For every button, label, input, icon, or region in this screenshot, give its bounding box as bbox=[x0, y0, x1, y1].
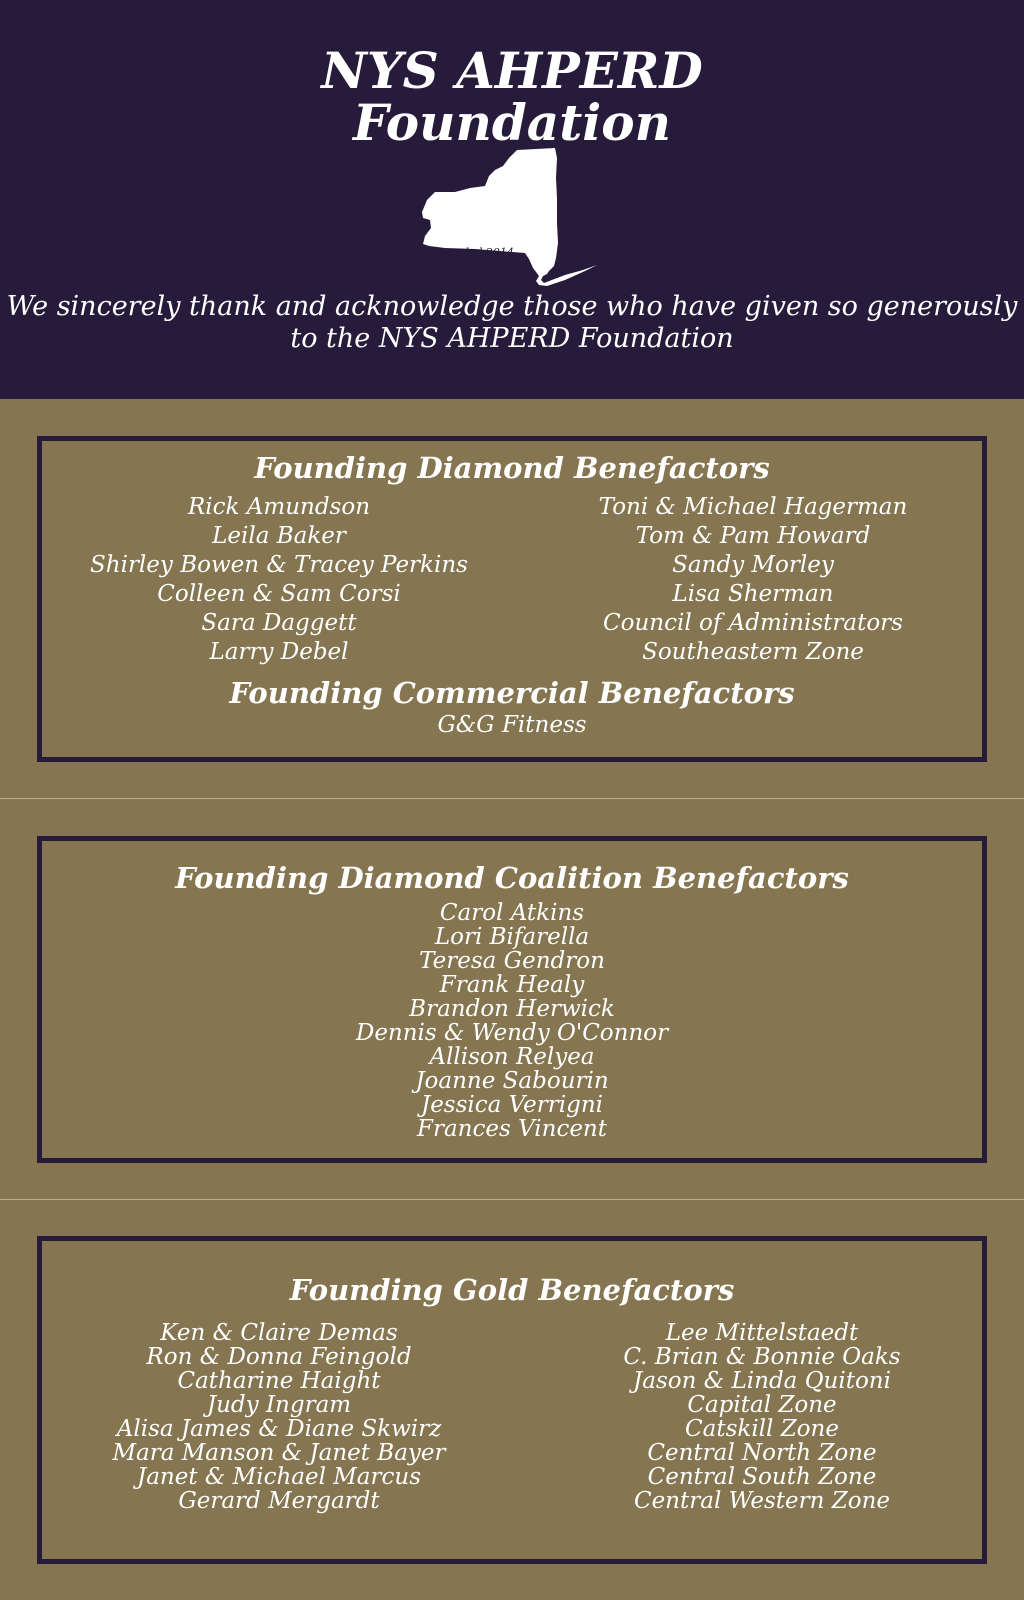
list-item: Frank Healy bbox=[439, 972, 585, 998]
coalition-list bbox=[42, 901, 982, 1141]
list-item: Ron & Donna Feingold bbox=[146, 1344, 412, 1370]
commercial-name: G&G Fitness bbox=[437, 712, 587, 738]
list-item: Joanne Sabourin bbox=[415, 1068, 609, 1094]
diamond-right-list bbox=[516, 493, 990, 667]
list-item: Brandon Herwick bbox=[409, 996, 615, 1022]
list-item: Larry Debel bbox=[209, 639, 349, 665]
list-item: Mara Manson & Janet Bayer bbox=[112, 1440, 446, 1466]
list-item: Jason & Linda Quitoni bbox=[633, 1368, 891, 1394]
list-item: Teresa Gendron bbox=[419, 948, 605, 974]
list-item: Shirley Bowen & Tracey Perkins bbox=[90, 552, 468, 578]
list-item: Central North Zone bbox=[647, 1440, 877, 1466]
commercial-heading: Founding Commercial Benefactors bbox=[229, 676, 795, 710]
list-item: Gerard Mergardt bbox=[178, 1488, 380, 1514]
gold-benefactors-panel bbox=[37, 1236, 987, 1564]
new-york-state-map-icon bbox=[415, 148, 610, 288]
list-item: Rick Amundson bbox=[187, 494, 371, 520]
diamond-benefactors-panel bbox=[37, 436, 987, 762]
list-item: Lee Mittelstaedt bbox=[665, 1320, 859, 1346]
list-item: Frances Vincent bbox=[416, 1116, 607, 1142]
list-item: Ken & Claire Demas bbox=[160, 1320, 398, 1346]
list-item: Leila Baker bbox=[212, 523, 346, 549]
section-divider bbox=[0, 1199, 1024, 1200]
page-title-line1: NYS AHPERD bbox=[321, 41, 703, 100]
section-divider bbox=[0, 798, 1024, 799]
list-item: Colleen & Sam Corsi bbox=[157, 581, 401, 607]
list-item: Council of Administrators bbox=[603, 610, 903, 636]
list-item: Tom & Pam Howard bbox=[635, 523, 871, 549]
list-item: Alisa James & Diane Skwirz bbox=[116, 1416, 442, 1442]
list-item: C. Brian & Bonnie Oaks bbox=[623, 1344, 901, 1370]
list-item: Jessica Verrigni bbox=[420, 1092, 604, 1118]
list-item: Judy Ingram bbox=[206, 1392, 352, 1418]
list-item: Lisa Sherman bbox=[672, 581, 834, 607]
gold-left-list bbox=[82, 1321, 476, 1513]
list-item: Allison Relyea bbox=[429, 1044, 595, 1070]
list-item: Toni & Michael Hagerman bbox=[598, 494, 908, 520]
list-item: Sara Daggett bbox=[201, 610, 357, 636]
coalition-benefactors-panel bbox=[37, 836, 987, 1163]
list-item: Catharine Haight bbox=[177, 1368, 381, 1394]
thanks-message: We sincerely thank and acknowledge those who have given so generously to the NYS AHPERD Foundation bbox=[6, 291, 1018, 354]
list-item: Janet & Michael Marcus bbox=[136, 1464, 422, 1490]
list-item: Central Western Zone bbox=[633, 1488, 891, 1514]
page-title-line2: Foundation bbox=[353, 93, 671, 152]
diamond-left-list bbox=[42, 493, 516, 667]
list-item: Dennis & Wendy O'Connor bbox=[355, 1020, 669, 1046]
founded-label: Founded 2014 bbox=[434, 246, 514, 259]
list-item: Carol Atkins bbox=[439, 900, 585, 926]
gold-right-list bbox=[562, 1321, 962, 1513]
diamond-heading: Founding Diamond Benefactors bbox=[254, 451, 770, 485]
list-item: Capital Zone bbox=[687, 1392, 837, 1418]
list-item: Lori Bifarella bbox=[434, 924, 590, 950]
list-item: Sandy Morley bbox=[672, 552, 834, 578]
header-banner bbox=[0, 0, 1024, 399]
list-item: Central South Zone bbox=[647, 1464, 877, 1490]
list-item: Catskill Zone bbox=[685, 1416, 839, 1442]
list-item: Southeastern Zone bbox=[642, 639, 864, 665]
coalition-heading: Founding Diamond Coalition Benefactors bbox=[175, 861, 849, 895]
gold-heading: Founding Gold Benefactors bbox=[289, 1273, 735, 1307]
